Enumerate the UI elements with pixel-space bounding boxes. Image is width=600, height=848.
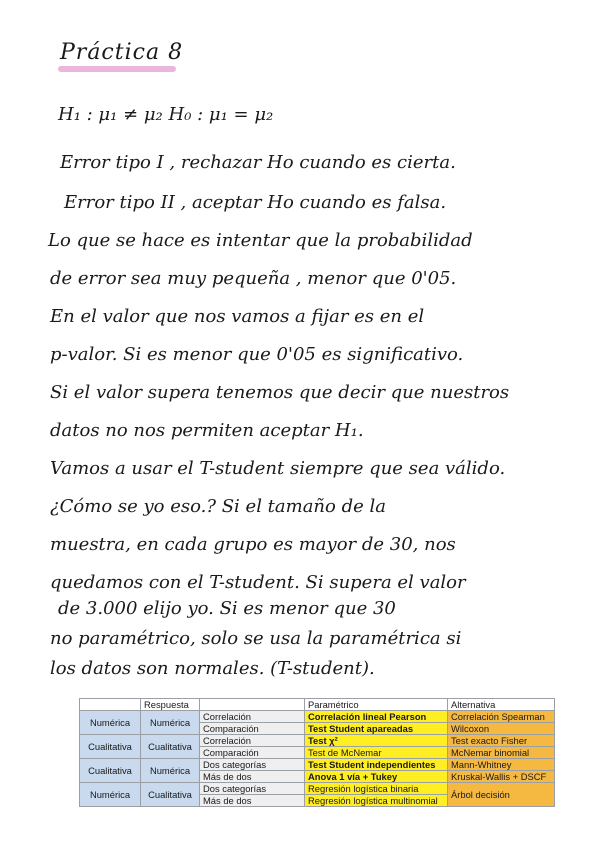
note-line: de error sea muy pequeña , menor que 0'05. bbox=[50, 268, 457, 289]
subtype-cell: Correlación bbox=[200, 711, 305, 723]
parametric-test-cell: Regresión logística multinomial bbox=[305, 795, 448, 807]
note-line: Lo que se hace es intentar que la probabilidad bbox=[48, 230, 473, 251]
response-type-cell: Cualitativa bbox=[141, 783, 200, 807]
note-line: muestra, en cada grupo es mayor de 30, nos bbox=[50, 534, 456, 555]
alternative-test-cell: Test exacto Fisher bbox=[448, 735, 555, 747]
note-line: En el valor que nos vamos a fijar es en el bbox=[50, 306, 425, 327]
statistical-tests-table bbox=[79, 698, 555, 807]
note-line: Error tipo II , aceptar Ho cuando es falsa. bbox=[64, 192, 447, 213]
response-type-cell: Numérica bbox=[141, 759, 200, 783]
note-line: de 3.000 elijo yo. Si es menor que 30 bbox=[58, 598, 396, 619]
alternative-test-cell: Mann-Whitney bbox=[448, 759, 555, 771]
variable-type-cell: Numérica bbox=[80, 711, 141, 735]
subtype-cell: Comparación bbox=[200, 723, 305, 735]
alternative-test-cell: McNemar binomial bbox=[448, 747, 555, 759]
table-header-cell: Alternativa bbox=[448, 699, 555, 711]
response-type-cell: Cualitativa bbox=[141, 735, 200, 759]
note-line: ¿Cómo se yo eso.? Si el tamaño de la bbox=[50, 496, 386, 517]
subtype-cell: Comparación bbox=[200, 747, 305, 759]
hypotheses-line: H₁ : μ₁ ≠ μ₂ H₀ : μ₁ = μ₂ bbox=[58, 104, 274, 125]
table-header-cell bbox=[80, 699, 141, 711]
table-header-cell: Paramétrico bbox=[305, 699, 448, 711]
table-row bbox=[80, 735, 555, 747]
title-highlight bbox=[58, 66, 176, 72]
note-line: no paramétrico, solo se usa la paramétrica si bbox=[50, 628, 462, 649]
parametric-test-cell: Regresión logística binaria bbox=[305, 783, 448, 795]
table-row bbox=[80, 759, 555, 771]
response-type-cell: Numérica bbox=[141, 711, 200, 735]
variable-type-cell: Numérica bbox=[80, 783, 141, 807]
note-line: los datos son normales. (T-student). bbox=[50, 658, 375, 679]
parametric-test-cell: Anova 1 vía + Tukey bbox=[305, 771, 448, 783]
table-row bbox=[80, 783, 555, 795]
note-line: Si el valor supera tenemos que decir que nuestros bbox=[50, 382, 510, 403]
subtype-cell: Correlación bbox=[200, 735, 305, 747]
table-header-cell bbox=[200, 699, 305, 711]
note-line: quedamos con el T-student. Si supera el valor bbox=[50, 572, 466, 593]
table-header-row bbox=[80, 699, 555, 711]
alternative-test-cell: Árbol decisión bbox=[448, 783, 555, 807]
table-header-cell: Respuesta bbox=[141, 699, 200, 711]
table-row bbox=[80, 711, 555, 723]
note-line: Error tipo I , rechazar Ho cuando es cierta. bbox=[60, 152, 456, 173]
parametric-test-cell: Test χ² bbox=[305, 735, 448, 747]
parametric-test-cell: Test Student apareadas bbox=[305, 723, 448, 735]
subtype-cell: Más de dos bbox=[200, 795, 305, 807]
subtype-cell: Dos categorías bbox=[200, 759, 305, 771]
subtype-cell: Más de dos bbox=[200, 771, 305, 783]
note-line: Vamos a usar el T-student siempre que sea válido. bbox=[50, 458, 506, 479]
alternative-test-cell: Kruskal-Wallis + DSCF bbox=[448, 771, 555, 783]
parametric-test-cell: Correlación lineal Pearson bbox=[305, 711, 448, 723]
variable-type-cell: Cualitativa bbox=[80, 735, 141, 759]
subtype-cell: Dos categorías bbox=[200, 783, 305, 795]
parametric-test-cell: Test de McNemar bbox=[305, 747, 448, 759]
alternative-test-cell: Wilcoxon bbox=[448, 723, 555, 735]
note-line: datos no nos permiten aceptar H₁. bbox=[50, 420, 364, 441]
page-title: Práctica 8 bbox=[60, 40, 184, 65]
parametric-test-cell: Test Student independientes bbox=[305, 759, 448, 771]
note-line: p-valor. Si es menor que 0'05 es significativo. bbox=[50, 344, 464, 365]
variable-type-cell: Cualitativa bbox=[80, 759, 141, 783]
alternative-test-cell: Correlación Spearman bbox=[448, 711, 555, 723]
